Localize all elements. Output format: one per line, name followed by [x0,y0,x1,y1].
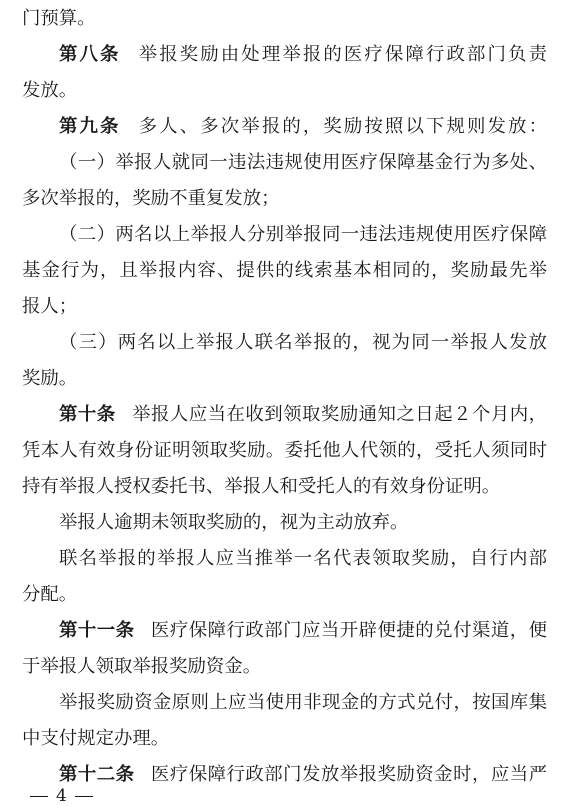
article-8-line [0,38,569,72]
line-text: （二）两名以上举报人分别举报同一违法违规使用医疗保障 [59,224,547,245]
paragraph-line [0,2,569,36]
paragraph-line [0,74,569,108]
paragraph-line [0,578,569,612]
line-text: 举报奖励由处理举报的医疗保障行政部门负责 [136,44,547,65]
line-text: 中支付规定办理。 [22,728,170,749]
paragraph-line [0,650,569,684]
line-text: 报人； [22,296,78,317]
line-text: 分配。 [22,584,78,605]
line-text: 门预算。 [22,8,96,29]
article-10-line [0,398,569,432]
page-number-value: 4 [56,786,67,806]
line-text: （三）两名以上举报人联名举报的，视为同一举报人发放 [59,332,547,353]
paragraph-line [0,362,569,396]
paragraph-line [0,686,569,720]
article-heading: 第十一条 [59,620,135,641]
paragraph-line [0,218,569,252]
paragraph-line [0,326,569,360]
paragraph-line [0,182,569,216]
line-text: 举报人应当在收到领取奖励通知之日起２个月内， [131,404,547,425]
paragraph-line [0,254,569,288]
paragraph-line [0,506,569,540]
line-text: 医疗保障行政部门应当开辟便捷的兑付渠道，便 [150,620,547,641]
paragraph-line [0,470,569,504]
line-text: 多人、多次举报的，奖励按照以下规则发放： [136,116,547,137]
line-text: 于举报人领取举报奖励资金。 [22,656,262,677]
article-heading: 第八条 [59,44,121,65]
paragraph-line [0,542,569,576]
article-heading: 第十条 [59,404,116,425]
line-text: 联名举报的举报人应当推举一名代表领取奖励，自行内部 [59,548,547,569]
paragraph-line [0,146,569,180]
line-text: 基金行为，且举报内容、提供的线索基本相同的，奖励最先举 [22,260,547,281]
line-text: 多次举报的，奖励不重复发放； [22,188,280,209]
paragraph-line [0,290,569,324]
line-text: 凭本人有效身份证明领取奖励。委托他人代领的，受托人须同时 [22,440,547,461]
line-text: 举报人逾期未领取奖励的，视为主动放弃。 [59,512,409,533]
line-text: 奖励。 [22,368,78,389]
page-number [22,783,101,809]
line-text: 持有举报人授权委托书、举报人和受托人的有效身份证明。 [22,476,501,497]
line-text: （一）举报人就同一违法违规使用医疗保障基金行为多处、 [59,152,547,173]
paragraph-line [0,722,569,756]
paragraph-line [0,434,569,468]
article-11-line [0,614,569,648]
line-text: 举报奖励资金原则上应当使用非现金的方式兑付，按国库集 [59,692,547,713]
page-number-dash-right [75,796,93,797]
page-number-dash-left [30,796,48,797]
line-text: 医疗保障行政部门发放举报奖励资金时，应当严 [150,764,547,785]
article-heading: 第十二条 [59,764,135,785]
line-text: 发放。 [22,80,78,101]
article-heading: 第九条 [59,116,121,137]
article-9-line [0,110,569,144]
